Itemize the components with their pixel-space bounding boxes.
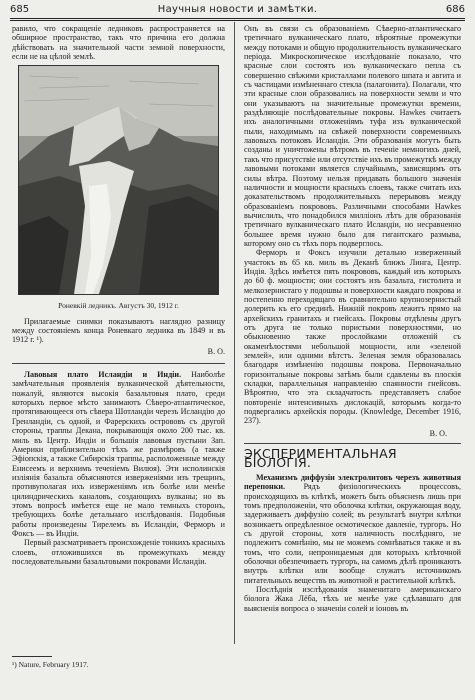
- left-column: [12, 24, 225, 566]
- page-number-right: 686: [445, 4, 465, 15]
- mechanism-article-text-2: Послѣднія изслѣдованія знаменитаго американскаго біолога Жака Лёба, тѣхъ не менѣе уже сдѣлавшаго для выясненія вопроса о значеніи солей и іоновъ въ: [244, 584, 461, 613]
- lava-article-title: Лавовыя плато Исландіи и Индіи.: [24, 370, 182, 380]
- glacier-illustration: [19, 66, 218, 294]
- running-title: Научныя новости и замѣтки.: [157, 4, 318, 15]
- paragraph-photo-note: Прилагаемые снимки показываютъ наглядно разницу между состояніемъ конца Роневкаго ледника въ 1849 и въ 1912 г. ¹).: [12, 316, 225, 345]
- page-number-left: 685: [10, 4, 30, 15]
- footnote: ¹) Nature, February 1917.: [12, 660, 89, 669]
- header-rule-thin: [10, 20, 465, 21]
- right-column: [244, 24, 461, 613]
- lava-article: [12, 370, 225, 538]
- section-divider-right: [244, 443, 461, 444]
- column-divider: [234, 22, 235, 644]
- signature-right: В. О.: [429, 428, 447, 438]
- lava-article-text: Наиболѣе замѣчательныя проявленія вулканической дѣятельности, пожалуй, являются высокія базальтовыя плато, среди которыхъ первое мѣсто занимаютъ Сѣверо-атлантическое, протягивающееся отъ сѣвера Шотландіи черезъ Исландію до Гренландіи, съ одной, и Фарерскихъ острововъ съ другой стороны, траппы Декана, покрывающія около 200 тыс. кв. миль въ Центр. Индіи и большія лавовыя пустыни Зап. Америки приблизительно тѣхъ же размѣровъ (а также Эфіопскія, а также Сибирскія траппы, расположенные между Енисеемъ и верхнимъ теченіемъ Вилюя). Эти исполинскія изліянія базальта объясняются изверженіями изъ трещинъ, противуполагая ихъ изверженіямъ изъ болѣе или менѣе цилиндрическихъ каналовъ, создающихъ вулканы; но въ этомъ вопросѣ имѣется еще не мало темныхъ сторонъ, требующихъ болѣе детальнаго изслѣдованія. Подобныя работы произведены Тирелемъ въ Исландіи, Ферморъ и Фоксъ — въ Индіи.: [12, 370, 225, 538]
- paragraph-right-1: Онъ въ связи съ образованіемъ Сѣверно-атлантическаго третичнаго вулканическаго плато, вѣроятные промежутки между потоками и общую продолжительность вулканическаго періода. Микроскопическое изслѣдованіе показало, что красные слои состоятъ изъ вулканическаго пепла съ совершенно свѣжими кристаллами полевого шпата и авгита и съ частицами измѣненнаго стекла (палагонита). Полагали, что эти красные слои образовались на поверхности земли и что они указываютъ на значительные промежутки времени, раздѣляющіе послѣдовательные покровы. Hawkes считаетъ ихъ аналогичными отложеніямъ туфа изъ вулканической пыли, находимымъ на свѣжей поверхности современныхъ лавовыхъ потоковъ Исландіи. Эти образованія могутъ быть созданы и уничтожены вѣтромъ въ теченіе немногихъ дней, такъ что присутствіе или отсутствіе ихъ въ промежуткѣ между лавовыми потоками является случайнымъ, зависящимъ отъ силы вѣтра. Поэтому нельзя придавать большого значенія наличности и мощности красныхъ слоевъ, также считать ихъ доказательствомъ продолжительныхъ перерывовъ между образованіемъ покрововъ. Различными способами Hawkes вычислилъ, что понадобился милліонъ лѣтъ для образованія третичнаго вулканическаго плато Исландіи, но несравненно большее время нужно было для гигантскаго размыва, которому оно съ тѣхъ поръ подверглось.: [244, 24, 462, 248]
- photo-caption: Роневкій ледникъ. Августъ 30, 1912 г.: [58, 301, 179, 311]
- running-header: [10, 4, 465, 18]
- section-title: ЭКСПЕРИМЕНТАЛЬНАЯ БІОЛОГІЯ.: [244, 446, 397, 471]
- paragraph-right-2: Ферморъ и Фоксъ изучили детально изверженный участокъ въ 65 кв. миль въ Деканѣ ближъ Линга, Центр. Индія. Здѣсь имѣется пять покрововъ, каждый изъ которыхъ до 60 ф. мощности; они состоятъ изъ базальта, гистолита и мелкозернистаго у подошвы и поверхности каждаго покрова и постепенно переходящаго въ сравнительно крупнозернистый долерить къ его срединѣ. Нижній покровъ лежитъ прямо на архейскихъ гранитахъ и гнейсахъ. Покровы отдѣлены другъ отъ друга не только пористыми поверхностями, но обыкновенно также прослойками отложеній съ окаменѣлостями небольшой мощности, или «зеленой землей», или одними вѣтстъ. Зеленая земля образовалась благодаря измѣненію подошвы покрова. Первоначально горизонтальные покровы затѣмъ были сдавлены въ плоскія складки, параллельныя направленію спаянности гнейсовъ. Вѣроятно, что эта складчатость представляетъ слабое повтореніе интенсивныхъ дислокацій, которымъ когда-то подвергались архейскія породы. (Knowledge, December 1916, 237).: [244, 248, 461, 426]
- mechanism-article: [244, 473, 461, 585]
- paragraph-top: равило, что сокращеніе ледниковъ распространяется на обширное пространство, такъ что причина его должна дѣйствовать на значительной части земной поверхности, если не на цѣлой землѣ.: [12, 24, 225, 62]
- glacier-photo: [18, 65, 219, 295]
- signature: В. О.: [207, 346, 225, 356]
- mechanism-article-text: Рядъ физіологическихъ процессовъ, происходящихъ въ клѣткѣ, можетъ быть объясненъ лишь при томъ предположеніи, что оболочка клѣтки, окружающая воду, задерживаетъ диффузію солей; въ результатѣ внутри клѣтки возникаетъ опредѣленное осмотическое давленіе, тургоръ. Но съ другой стороны, хотя наличность послѣдняго, не подлежитъ сомнѣнію, мы не можемъ сомнѣваться также и въ томъ, что соли, непроницаемыя для которыхъ клѣточной оболочки обезпечиваетъ тургоръ, на самомъ дѣлѣ проникаютъ внутрь клѣтки или вообще служатъ источникомъ питательныхъ веществъ въ животной и растительной клѣткѣ.: [244, 482, 461, 585]
- mechanism-article-title: Механизмъ диффузіи электролитовъ черезъ животныя перепонки.: [244, 472, 461, 492]
- lava-article-text-2: Первый разсматриваетъ происхожденіе тонкихъ красныхъ слоевъ, отложившихся въ промежуткахъ между последовательными базальтовыми покровами Исландіи.: [12, 538, 225, 566]
- header-rule: [10, 18, 465, 19]
- section-divider: [12, 363, 225, 364]
- footnote-rule: [12, 656, 52, 657]
